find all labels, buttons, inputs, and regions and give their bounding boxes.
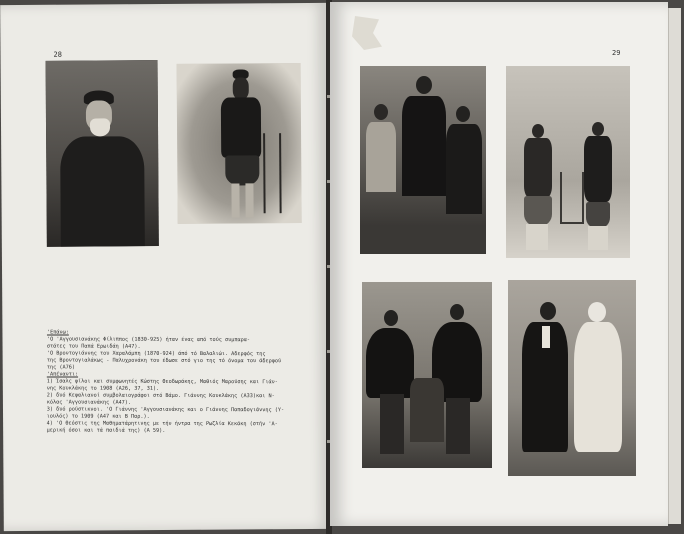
caption-line: 'Ο 'Αγγουσιανάκης Φίλιππος (1830-925) ήταν ένας από τούς συμπαρα-: [46, 336, 250, 344]
photo-two-men-cloaks: [362, 282, 492, 468]
caption-line: 3) δυό ρούστικνοι. 'Ο Γιάννης 'Αγγουσιανάκης και ο Γιάννης Παπαδογιάννης (Υ-: [46, 406, 285, 414]
caption-line: νης Κουκλάκης το 1908 (Α26, 37, 31).: [46, 385, 160, 392]
right-page: [330, 2, 668, 526]
caption-line: μερική όσοι και τά παιδιά της) (Α 59).: [46, 427, 166, 434]
photo-two-men-costume: [506, 66, 630, 258]
left-page: [0, 3, 330, 531]
caption-line: ιουλός) το 1909 (Α47 και Β Παρ.).: [46, 413, 150, 420]
caption-line: της (Α76): [46, 364, 75, 371]
caption-line: 1) Ίσαλς φίλοι και συμφωνητές Κώστης Θεοδωράκης, Μαθιός Μαρούσης και Γιάν-: [46, 378, 278, 386]
page-number-right: 29: [612, 49, 621, 57]
photo-man-with-rifle: [177, 63, 302, 224]
caption-line: 'Ο Βροντογιάννης του Χαραλάμπη (1870-924) άπό τό Βαλαλιώι. Αδερφός της: [46, 350, 266, 358]
photo-three-men-group: [360, 66, 486, 254]
photo-wedding-couple: [508, 280, 636, 476]
caption-line: στάτες του Παπά Ερωιδάη (Α47).: [46, 343, 141, 350]
page-stack-edge: [668, 8, 681, 524]
caption-line: 2) δυό Κεφαλιανοί συμβολαιογράφοι στό Βάμο. Γιάννης Κουκλάκης (Α33)και Ν-: [46, 392, 275, 400]
page-number-left: 28: [53, 50, 62, 59]
caption-line: της Βροντογιαλάκως - Παλυχρονάκη του έδωσε στό γιο της τό όνομα του άδερφού: [46, 357, 282, 365]
caption-heading-opposite: 'Απέναντι:: [46, 371, 79, 378]
caption-line: κόλας 'Αγγουσιανάκης (Α47).: [46, 399, 132, 406]
caption-text: [47, 329, 312, 435]
caption-line: 4) 'Ο Θεόστις της Μαθηματάρητινης με τήν ήντρα της Ρωζλία Κεκάκη (στήν 'Α-: [46, 420, 278, 428]
caption-heading-above: 'Επάνω:: [46, 329, 69, 336]
photo-old-man-portrait: [46, 60, 159, 247]
